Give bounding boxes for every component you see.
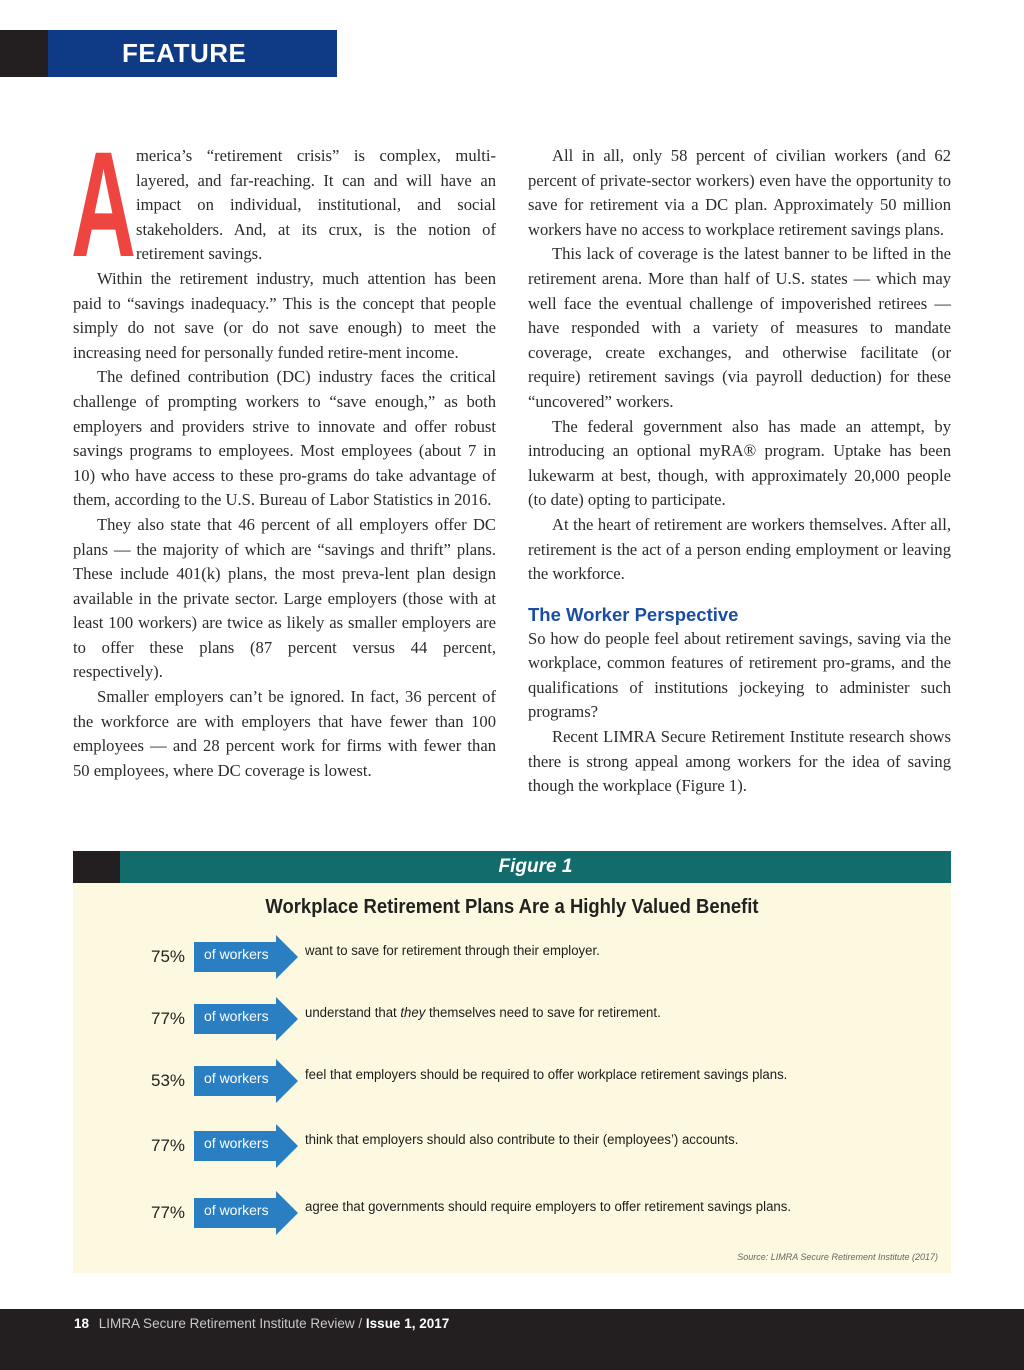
subhead-worker-perspective: The Worker Perspective <box>528 603 739 625</box>
arrow-label: of workers <box>204 1008 269 1024</box>
figure-row <box>73 997 951 1041</box>
row-percent: 75% <box>151 947 186 966</box>
paragraph: So how do people feel about retirement savings, saving via the workplace, common features of retirement pro-grams, and the qualifications of institutions jockeying to administer such programs? <box>528 628 951 722</box>
arrow-label: of workers <box>204 1070 269 1086</box>
header-accent-block <box>0 30 48 77</box>
row-percent: 77% <box>151 1009 186 1028</box>
paragraph: They also state that 46 percent of all employers offer DC plans — the majority of which are “savings and thrift” plans. These include 401(k) plans, the most preva-lent plan design available in the private sector. Large employers (those with at least 100 workers) are twice as likely as smaller employers are to offer these plans (87 percent versus 44 percent, respectively). <box>73 514 496 682</box>
description-text: agree that governments should require employers to offer retirement savings plans. <box>305 1199 792 1215</box>
paragraph: Within the retirement industry, much attention has been paid to “savings inadequacy.” This is the concept that people simply do not save (or do not save enough) to meet the increasing need for personally funded retire-ment income. <box>73 268 496 362</box>
paragraph: This lack of coverage is the latest banner to be lifted in the retirement arena. More than half of U.S. states — which may well face the eventual challenge of impoverished retirees — have responded with a variety of measures to mandate coverage, create exchanges, and otherwise facilitate (or require) retirement savings (via payroll deduction) for these “uncovered” workers. <box>528 244 951 411</box>
arrow-badge <box>194 935 298 979</box>
paragraph-text: merica’s “retirement crisis” is complex, multi-layered, and far-reaching. It can and will have an impact on individual, institutional, and social stakeholders. And, at its crux, is the notion of retirement savings. <box>136 146 496 264</box>
description-text: understand that <box>305 1005 401 1021</box>
description-emphasis: they <box>400 1005 426 1021</box>
arrow-label: of workers <box>204 1135 269 1151</box>
row-description <box>305 1005 661 1021</box>
issue-label: Issue 1, 2017 <box>365 1316 450 1331</box>
description-text: feel that employers should be required to offer workplace retirement savings plans. <box>305 1067 788 1083</box>
footer-text <box>74 1316 449 1331</box>
figure-source: Source: LIMRA Secure Retirement Institute (2017) <box>737 1252 938 1262</box>
page-number: 18 <box>74 1316 90 1331</box>
figure-label: Figure 1 <box>120 851 951 883</box>
arrow-badge <box>194 1191 298 1235</box>
right-column <box>528 144 951 799</box>
description-text: themselves need to save for retirement. <box>425 1005 661 1021</box>
paragraph: All in all, only 58 percent of civilian workers (and 62 percent of private-sector workers) even have the opportunity to save for retirement via a DC plan. Approximately 50 million workers have no access to workplace retirement savings plans. <box>528 146 951 239</box>
arrow-badge <box>194 997 298 1041</box>
left-column <box>71 120 496 783</box>
row-description <box>305 943 600 959</box>
row-percent: 53% <box>151 1071 186 1090</box>
intro-paragraph <box>71 120 496 288</box>
paragraph: The federal government also has made an attempt, by introducing an optional myRA® program. Uptake has been lukewarm at best, though, with approximately 20,000 people (to date) opting to participate. <box>528 416 951 510</box>
paragraph: The defined contribution (DC) industry faces the critical challenge of prompting workers to “save enough,” as both employers and providers strive to innovate and offer robust savings programs to employees. Most employees (about 7 in 10) who have access to these pro-grams do take advantage of them, according to the U.S. Bureau of Labor Statistics in 2016. <box>73 367 496 510</box>
paragraph: Recent LIMRA Secure Retirement Institute research shows there is strong appeal among workers for the idea of saving though the workplace (Figure 1). <box>528 727 951 796</box>
description-text: think that employers should also contribute to their (employees’) accounts. <box>305 1132 739 1148</box>
row-description <box>305 1067 787 1083</box>
figure-row <box>73 1059 951 1103</box>
arrow-label: of workers <box>204 1202 269 1218</box>
figure-1-panel <box>73 851 951 1273</box>
figure-title: Workplace Retirement Plans Are a Highly Valued Benefit <box>265 895 759 918</box>
figure-accent-block <box>73 851 120 883</box>
row-description <box>305 1199 791 1215</box>
paragraph: Smaller employers can’t be ignored. In fact, 36 percent of the workforce are with employers that have fewer than 100 employees — and 28 percent work for firms with fewer than 50 employees, where DC coverage is lowest. <box>73 687 496 780</box>
section-label: FEATURE <box>48 30 337 77</box>
row-percent: 77% <box>151 1136 186 1155</box>
row-percent: 77% <box>151 1203 186 1222</box>
row-description <box>305 1132 738 1148</box>
publication-name: LIMRA Secure Retirement Institute Review / <box>98 1316 363 1331</box>
figure-row <box>73 935 951 979</box>
arrow-badge <box>194 1059 298 1103</box>
figure-row <box>73 1124 951 1168</box>
description-text: want to save for retirement through their employer. <box>305 943 600 959</box>
paragraph: At the heart of retirement are workers themselves. After all, retirement is the act of a person ending employment or leaving the workforce. <box>528 514 951 584</box>
arrow-label: of workers <box>204 946 269 962</box>
arrow-badge <box>194 1124 298 1168</box>
figure-row <box>73 1191 951 1235</box>
drop-cap: A <box>71 120 136 288</box>
